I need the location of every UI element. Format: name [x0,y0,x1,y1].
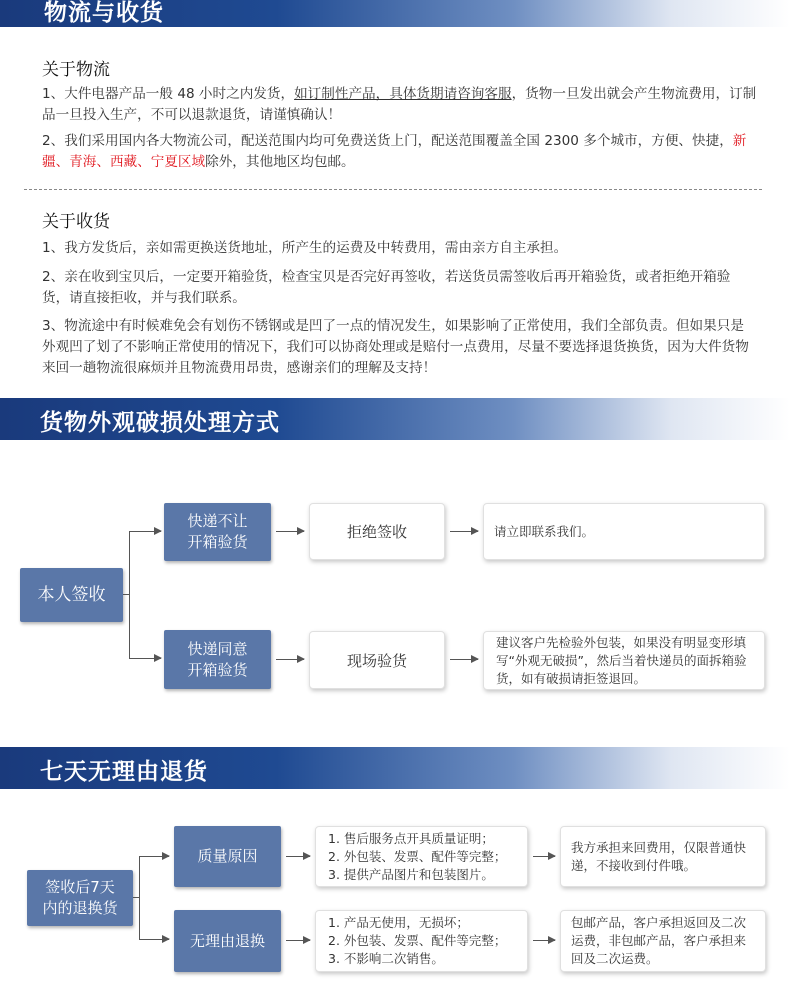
damage-arrow-refuse-1 [276,531,304,532]
return-root-line2: 内的退换货 [42,899,118,917]
return-noreason-item: 1. 产品无使用，无损坏； [328,915,469,930]
return-arrow-noreason-1 [286,940,310,941]
receiving-heading: 关于收货 [42,212,110,232]
return-arrow-top [139,856,169,857]
return-noreason-item: 3. 不影响二次销售。 [328,951,444,966]
damage-condition-allow-line1: 快递同意 [187,639,248,658]
return-noreason-result-box: 包邮产品，客户承担返回及二次运费，非包邮产品，客户承担来回及二次运费。 [560,910,766,972]
logistics-p1-underlined: 如订制性产品，具体货期请咨询客服 [294,86,512,102]
damage-condition-refuse-line2: 开箱验货 [187,533,248,551]
damage-vertical-line [129,531,130,658]
damage-condition-allow-line2: 开箱验货 [187,660,248,679]
logistics-p1-text-a: 1、大件电器产品一般 48 小时之内发货， [42,86,295,102]
return-root-box [27,870,133,926]
return-vertical-line [139,856,140,939]
damage-arrow-allow-2 [450,659,478,660]
return-arrow-bottom [139,939,169,940]
section-banner-logistics [0,0,790,27]
section-banner-return [0,747,790,789]
return-noreason-item: 2. 外包装、发票、配件等完整； [328,933,507,948]
damage-arrow-allow-1 [276,659,304,660]
logistics-paragraph-2 [42,131,757,173]
logistics-p2-text-c: 除外，其他地区均包邮。 [205,154,355,170]
damage-condition-allow-box [164,630,271,689]
damage-arrow-bottom [129,658,161,659]
damage-result-inspect-box: 建议客户先检验外包装，如果没有明显变形填写“外观无破损”，然后当着快递员的面拆箱验货，如有破损请拒签退回。 [483,631,765,690]
damage-condition-refuse-box [164,503,271,561]
receiving-paragraph-2: 2、亲在收到宝贝后，一定要开箱验货，检查宝贝是否完好再签收，若送货员需签收后再开箱验货，或者拒绝开箱验货，请直接拒收，并与我们联系。 [42,269,731,306]
logistics-p2-text-a: 2、我们采用国内各大物流公司，配送范围内均可免费送货上门，配送范围覆盖全国 2300 多个城市，方便、快捷， [42,133,733,149]
section-title-damage: 货物外观破损处理方式 [40,410,280,436]
return-quality-item: 2. 外包装、发票、配件等完整； [328,848,507,864]
return-quality-item: 1. 售后服务点开具质量证明； [328,830,494,846]
damage-arrow-refuse-2 [450,531,478,532]
return-noreason-box: 无理由退换 [174,910,281,972]
logistics-heading: 关于物流 [42,60,110,80]
section-title-logistics: 物流与收货 [44,0,164,26]
damage-result-contact-box: 请立即联系我们。 [483,503,765,560]
logistics-paragraph-1 [42,84,757,126]
dashed-divider [24,189,762,190]
damage-root-box: 本人签收 [20,568,123,622]
return-arrow-noreason-2 [533,940,555,941]
return-quality-conditions-box [315,826,528,887]
return-quality-box: 质量原因 [174,826,281,887]
damage-action-inspect-box: 现场验货 [309,631,445,689]
return-arrow-quality-2 [533,856,555,857]
section-title-return: 七天无理由退货 [40,759,208,785]
return-arrow-quality-1 [286,856,310,857]
damage-condition-refuse-line1: 快递不让 [187,512,248,530]
return-quality-result-box: 我方承担来回费用，仅限普通快递，不接收到付件哦。 [560,826,766,887]
return-root-line1: 签收后7天 [45,878,115,896]
damage-action-reject-box: 拒绝签收 [309,503,445,560]
receiving-paragraph-3: 3、物流途中有时候难免会有划伤不锈钢或是凹了一点的情况发生，如果影响了正常使用，我们全部负责。但如果只是外观凹了划了不影响正常使用的情况下，我们可以协商处理或是赔付一点费用，尽量不要选择退货换货，因为大件货物来回一趟物流很麻烦并且物流费用昂贵，感谢亲们的理解及支持！ [42,318,749,376]
return-quality-item: 3. 提供产品图片和包装图片。 [328,866,494,882]
return-noreason-conditions-box [315,910,528,972]
logistics-p2-red-regions: 新疆、青海、西藏、宁夏区域 [42,133,747,170]
receiving-paragraph-1: 1、我方发货后，亲如需更换送货地址，所产生的运费及中转费用，需由亲方自主承担。 [42,240,568,256]
damage-arrow-top [129,531,161,532]
section-banner-damage [0,398,790,440]
logistics-p1-text-c: ，货物一旦发出就会产生物流费用，订制品一旦投入生产，不可以退款退货，请谨慎确认！ [42,86,757,123]
